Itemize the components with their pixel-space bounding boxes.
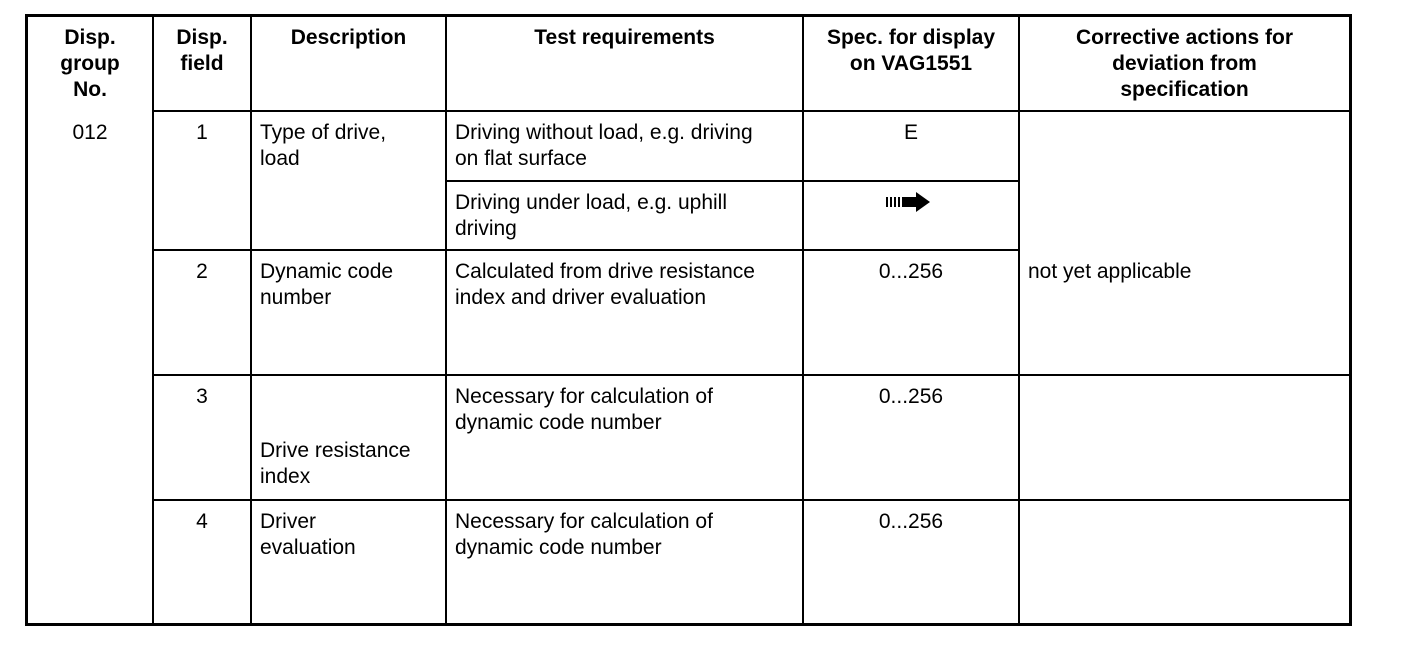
test-requirement: Driving under load, e.g. uphill driving — [455, 191, 727, 240]
header-corrective-actions: Corrective actions for deviation from specification — [1075, 26, 1294, 101]
group-number: 012 — [72, 121, 108, 144]
test-requirement: Driving without load, e.g. driving on flat surface — [455, 121, 753, 170]
header-spec-display: Spec. for display on VAG1551 — [826, 26, 996, 75]
spec-value: 0...256 — [878, 385, 944, 408]
spec-value: E — [903, 121, 918, 144]
header-group-no: Disp. group No. — [60, 26, 120, 101]
spec-value: 0...256 — [878, 260, 944, 283]
spec-table — [25, 14, 1352, 626]
header-description: Description — [290, 26, 407, 49]
header-test-requirements: Test requirements — [534, 26, 715, 49]
test-requirement: Necessary for calculation of dynamic code number — [455, 385, 713, 434]
right-arrow-icon — [886, 192, 932, 217]
corrective-action-text: not yet applicable — [1028, 260, 1192, 283]
header-disp-field: Disp. field — [176, 26, 228, 75]
field-number: 3 — [196, 385, 208, 408]
field-description: Dynamic code number — [260, 260, 394, 309]
field-description: Drive resistance index — [260, 439, 411, 488]
field-number: 4 — [196, 510, 208, 533]
test-requirement: Necessary for calculation of dynamic code number — [455, 510, 713, 559]
field-description: Type of drive, load — [260, 121, 387, 170]
field-number: 1 — [196, 121, 208, 144]
field-description: Driver evaluation — [260, 510, 356, 559]
field-number: 2 — [196, 260, 208, 283]
spec-value: 0...256 — [878, 510, 944, 533]
test-requirement: Calculated from drive resistance index and driver evaluation — [455, 260, 755, 309]
